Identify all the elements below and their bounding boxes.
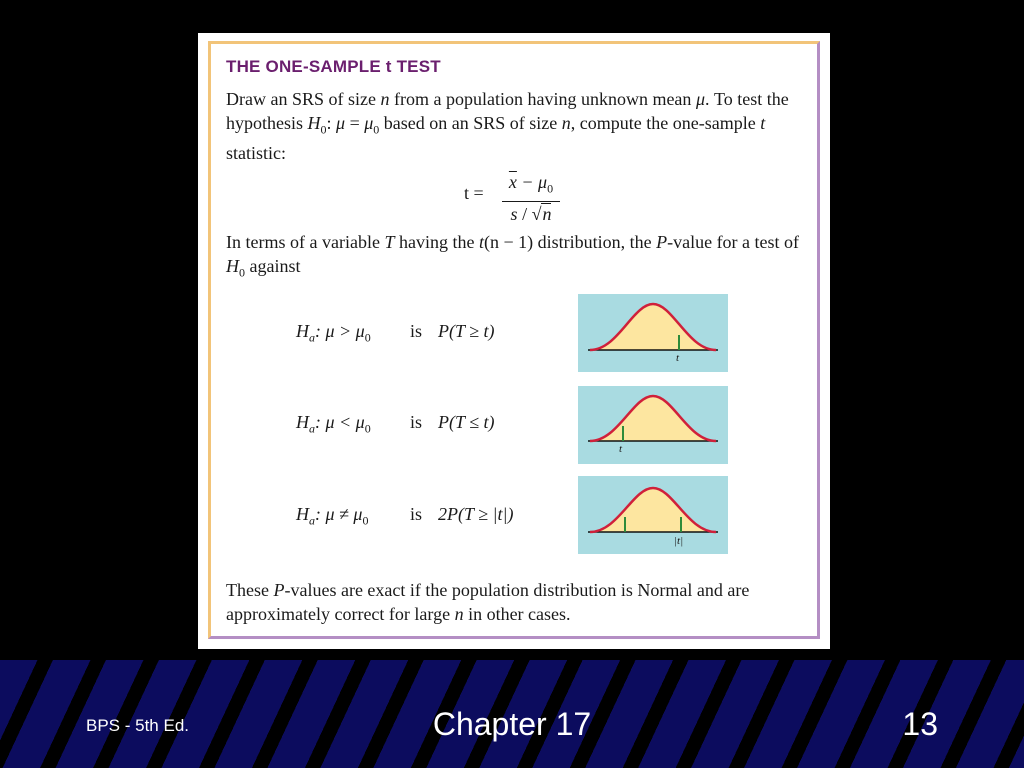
terms-paragraph: In terms of a variable T having the t(n − 1) distribution, the P-value for a test of $H_0$ against bbox=[226, 232, 800, 280]
alt-hypothesis: $H_a$: $\mu \ne \mu_0$ bbox=[296, 504, 369, 528]
t-statistic-formula bbox=[464, 171, 584, 224]
t-label: t bbox=[676, 352, 680, 364]
card-title: THE ONE-SAMPLE t TEST bbox=[226, 57, 441, 76]
slide-number: 13 bbox=[902, 706, 938, 742]
upper-tail-curve bbox=[578, 294, 728, 372]
alt-hypothesis: $H_a$: $\mu < \mu_0$ bbox=[296, 412, 371, 436]
t-label: t bbox=[619, 443, 623, 455]
footer-chapter: Chapter 17 bbox=[432, 706, 592, 742]
alt-hypothesis: $H_a$: $\mu > \mu_0$ bbox=[296, 321, 371, 345]
definition-card bbox=[198, 33, 830, 649]
intro-paragraph: Draw an SRS of size n from a population having unknown mean μ. To test the hypothesis $H_0$: $\mu = \mu_0$ based on an SRS of size n, compute the one-sample t statistic: bbox=[226, 89, 789, 163]
two-sided-curve bbox=[578, 476, 728, 554]
abs-t-label: |t| bbox=[674, 535, 684, 547]
is-label: is bbox=[410, 321, 423, 341]
formula-fraction: $\overline{x} - \mu_0$ s / √n bbox=[502, 171, 560, 225]
is-label: is bbox=[410, 504, 423, 524]
p-value-expression: P(T ≥ t) bbox=[438, 321, 495, 341]
lower-tail-curve bbox=[578, 386, 728, 464]
closing-paragraph: These P-values are exact if the population distribution is Normal and are approximately correct for large n in other cases. bbox=[226, 580, 750, 624]
formula-lhs: t = bbox=[464, 183, 484, 203]
is-label: is bbox=[410, 412, 423, 432]
p-value-expression: 2P(T ≥ |t|) bbox=[438, 504, 514, 524]
footer-edition: BPS - 5th Ed. bbox=[86, 716, 189, 735]
p-value-expression: P(T ≤ t) bbox=[438, 412, 495, 432]
